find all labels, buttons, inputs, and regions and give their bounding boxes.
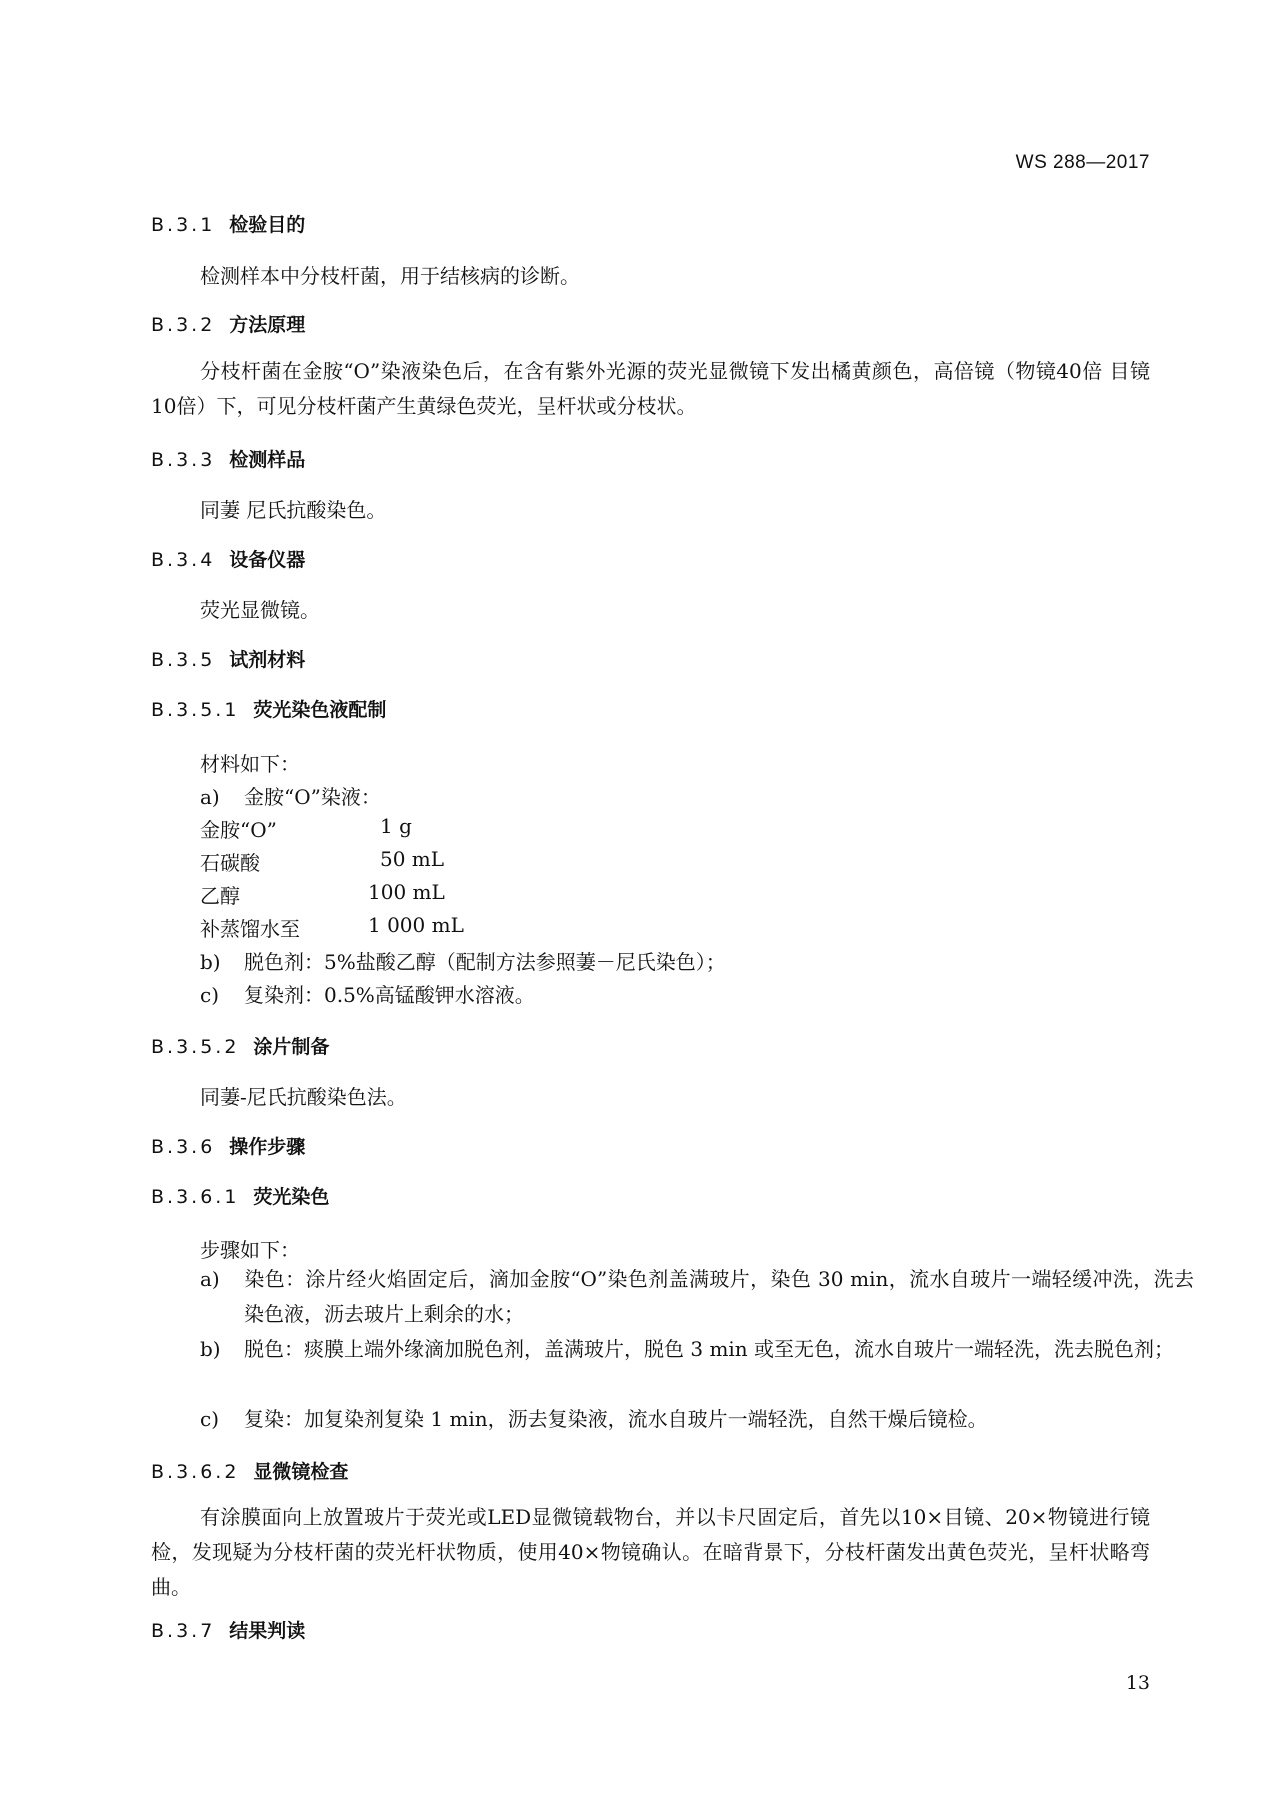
section-title: 结果判读	[229, 1620, 306, 1642]
section-title: 显微镜检查	[253, 1461, 349, 1483]
list-text: 染色：涂片经火焰固定后，滴加金胺“O”染色剂盖满玻片，染色 30 min，流水自玻片一端轻缓冲洗，洗去染色液，沥去玻片上剩余的水；	[244, 1267, 1194, 1326]
section-heading	[151, 1457, 348, 1484]
paragraph: 荧光显微镜。	[200, 598, 320, 622]
section-number: B.3.6	[151, 1136, 216, 1158]
list-item	[200, 1332, 1194, 1367]
paragraph: 检测样本中分枝杆菌，用于结核病的诊断。	[200, 264, 580, 288]
section-title: 方法原理	[229, 314, 306, 336]
list-item	[200, 1262, 1194, 1332]
paragraph: 有涂膜面向上放置玻片于荧光或LED显微镜载物台，并以卡尺固定后，首先以10×目镜、20×物镜进行镜检，发现疑为分枝杆菌的荧光杆状物质，使用40×物镜确认。在暗背景下，分枝杆菌发出黄色荧光，呈杆状略弯曲。	[151, 1505, 1150, 1599]
material-amount: 50 mL	[380, 847, 445, 871]
list-label: b)	[200, 950, 221, 974]
material-name: 金胺“O”	[200, 818, 277, 842]
section-number: B.3.5.1	[151, 699, 240, 721]
list-item	[200, 1402, 1194, 1437]
list-text: 金胺“O”染液：	[244, 785, 381, 809]
section-title: 荧光染色	[253, 1186, 330, 1208]
list-item	[200, 979, 535, 1008]
section-title: 检验目的	[229, 214, 306, 236]
section-heading	[151, 445, 305, 472]
list-text: 复染：加复染剂复染 1 min，沥去复染液，流水自玻片一端轻洗，自然干燥后镜检。	[244, 1407, 988, 1431]
section-heading	[151, 695, 386, 722]
material-amount: 100 mL	[368, 880, 445, 904]
section-title: 荧光染色液配制	[253, 699, 387, 721]
list-label: c)	[200, 1407, 220, 1431]
section-title: 操作步骤	[229, 1136, 306, 1158]
list-label: c)	[200, 983, 220, 1007]
section-number: B.3.5.2	[151, 1036, 240, 1058]
document-id: WS 288—2017	[1015, 152, 1150, 173]
list-text: 复染剂：0.5%高锰酸钾水溶液。	[244, 983, 535, 1007]
material-amount: 1 g	[380, 814, 412, 838]
section-heading	[151, 645, 305, 672]
list-label: a)	[200, 785, 220, 809]
paragraph: 同萋-尼氏抗酸染色法。	[200, 1085, 407, 1109]
section-heading	[151, 1182, 329, 1209]
section-number: B.3.3	[151, 449, 216, 471]
page-number: 13	[1125, 1672, 1150, 1694]
section-heading	[151, 1616, 305, 1643]
section-heading	[151, 210, 305, 237]
section-heading	[151, 1032, 329, 1059]
paragraph: 同萋 尼氏抗酸染色。	[200, 498, 387, 522]
section-number: B.3.1	[151, 214, 216, 236]
list-text: 脱色剂：5%盐酸乙醇（配制方法参照萋－尼氏染色）；	[244, 950, 726, 974]
section-heading	[151, 545, 305, 572]
section-number: B.3.7	[151, 1620, 216, 1642]
section-heading	[151, 310, 305, 337]
section-number: B.3.6.2	[151, 1461, 240, 1483]
list-label: a)	[200, 1267, 220, 1291]
material-name: 石碳酸	[200, 851, 260, 875]
material-name: 补蒸馏水至	[200, 917, 300, 941]
section-number: B.3.6.1	[151, 1186, 240, 1208]
section-title: 试剂材料	[229, 649, 306, 671]
section-title: 设备仪器	[229, 549, 306, 571]
section-number: B.3.5	[151, 649, 216, 671]
section-title: 涂片制备	[253, 1036, 330, 1058]
material-amount: 1 000 mL	[368, 913, 464, 937]
list-label: b)	[200, 1337, 221, 1361]
section-number: B.3.4	[151, 549, 216, 571]
section-heading	[151, 1132, 305, 1159]
list-intro: 材料如下：	[200, 752, 300, 776]
paragraph: 分枝杆菌在金胺“O”染液染色后，在含有紫外光源的荧光显微镜下发出橘黄颜色，高倍镜（物镜40倍 目镜10倍）下，可见分枝杆菌产生黄绿色荧光，呈杆状或分枝状。	[151, 359, 1150, 418]
section-number: B.3.2	[151, 314, 216, 336]
material-name: 乙醇	[200, 884, 240, 908]
list-item	[200, 781, 381, 810]
list-text: 脱色：痰膜上端外缘滴加脱色剂，盖满玻片，脱色 3 min 或至无色，流水自玻片一端轻洗，洗去脱色剂；	[244, 1337, 1175, 1361]
list-intro: 步骤如下：	[200, 1238, 300, 1262]
list-item	[200, 946, 726, 975]
section-title: 检测样品	[229, 449, 306, 471]
